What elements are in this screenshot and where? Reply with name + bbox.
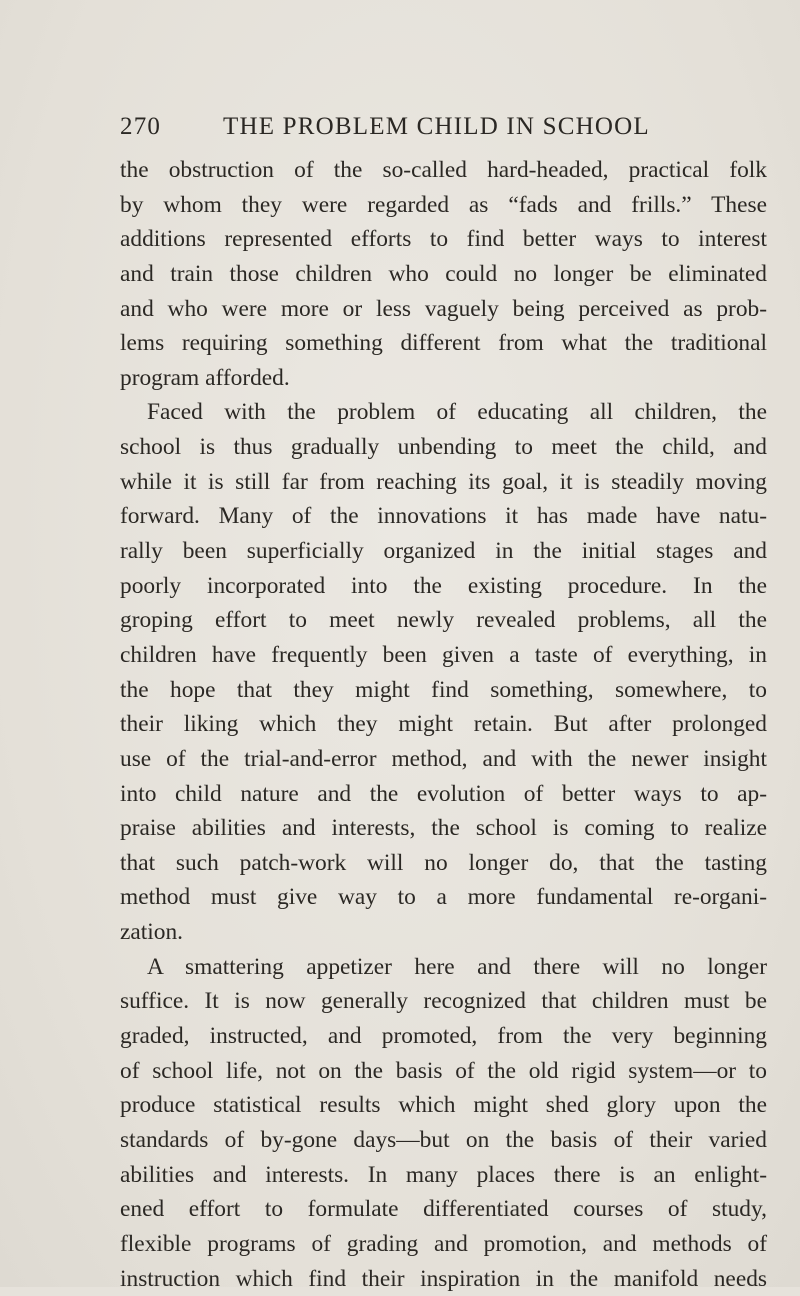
- text-line: and train those children who could no longer be eliminated: [120, 257, 767, 292]
- text-line: the obstruction of the so-called hard-headed, practical folk: [120, 153, 767, 188]
- text-line: their liking which they might retain. But after prolonged: [120, 707, 767, 742]
- text-line: rally been superficially organized in the initial stages and: [120, 534, 767, 569]
- text-line: children have frequently been given a taste of everything, in: [120, 638, 767, 673]
- text-line: by whom they were regarded as “fads and frills.” These: [120, 188, 767, 223]
- text-line: abilities and interests. In many places there is an enlight-: [120, 1158, 767, 1193]
- paragraph-start-line: A smattering appetizer here and there will no longer: [120, 950, 767, 985]
- text-line: forward. Many of the innovations it has made have natu-: [120, 499, 767, 534]
- text-line: graded, instructed, and promoted, from the very beginning: [120, 1019, 767, 1054]
- body-text: [120, 153, 767, 1296]
- page-number: 270: [120, 113, 161, 141]
- text-line: produce statistical results which might shed glory upon the: [120, 1088, 767, 1123]
- text-line: additions represented efforts to find better ways to interest: [120, 222, 767, 257]
- text-line: and who were more or less vaguely being perceived as prob-: [120, 292, 767, 327]
- text-line: lems requiring something different from what the traditional: [120, 326, 767, 361]
- text-line: ened effort to formulate differentiated courses of study,: [120, 1192, 767, 1227]
- text-line: while it is still far from reaching its goal, it is steadily moving: [120, 465, 767, 500]
- text-line: use of the trial-and-error method, and with the newer insight: [120, 742, 767, 777]
- text-line: poorly incorporated into the existing procedure. In the: [120, 569, 767, 604]
- text-line: groping effort to meet newly revealed problems, all the: [120, 603, 767, 638]
- text-line: instruction which find their inspiration in the manifold needs: [120, 1262, 767, 1296]
- paragraph-end-line: program afforded.: [120, 361, 767, 396]
- paragraph-start-line: Faced with the problem of educating all children, the: [120, 395, 767, 430]
- text-line: praise abilities and interests, the school is coming to realize: [120, 811, 767, 846]
- text-line: the hope that they might find something, somewhere, to: [120, 673, 767, 708]
- text-line: into child nature and the evolution of better ways to ap-: [120, 777, 767, 812]
- text-line: suffice. It is now generally recognized that children must be: [120, 984, 767, 1019]
- text-line: flexible programs of grading and promotion, and methods of: [120, 1227, 767, 1262]
- text-line: method must give way to a more fundamental re-organi-: [120, 880, 767, 915]
- text-line: standards of by-gone days—but on the basis of their varied: [120, 1123, 767, 1158]
- running-title: THE PROBLEM CHILD IN SCHOOL: [223, 113, 650, 141]
- text-line: of school life, not on the basis of the old rigid system—or to: [120, 1054, 767, 1089]
- paragraph-end-line: zation.: [120, 915, 767, 950]
- running-head: [120, 113, 680, 147]
- text-line: school is thus gradually unbending to meet the child, and: [120, 430, 767, 465]
- text-line: that such patch-work will no longer do, that the tasting: [120, 846, 767, 881]
